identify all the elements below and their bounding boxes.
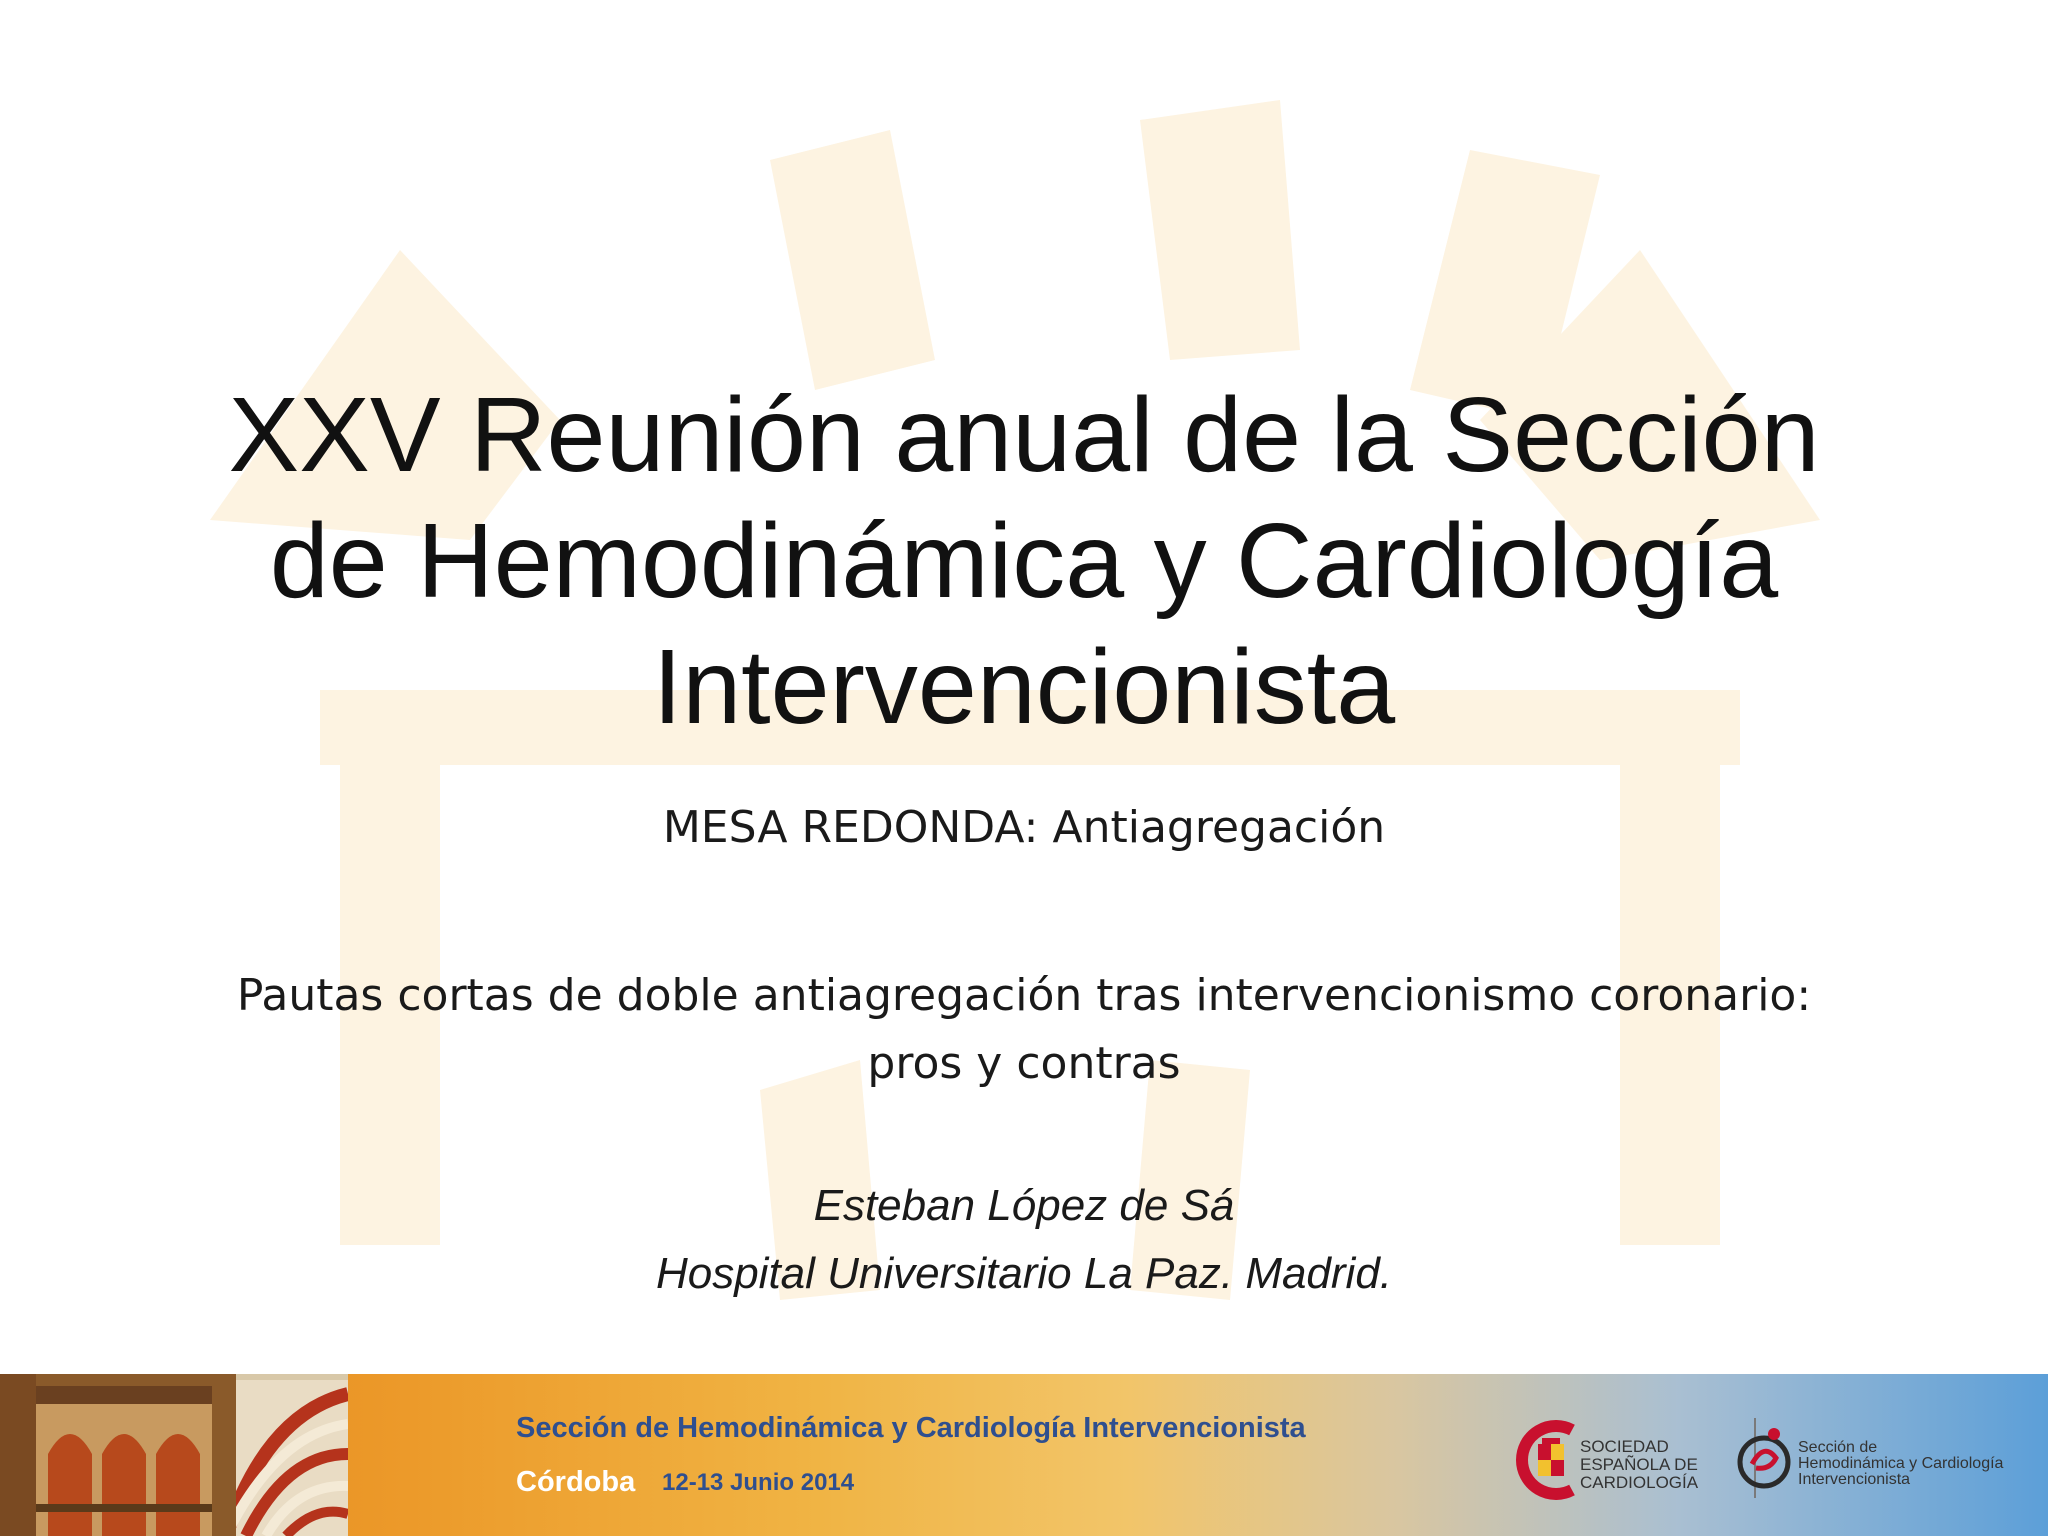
- footer-banner: [0, 1374, 2048, 1536]
- footer-dates: 12-13 Junio 2014: [662, 1469, 855, 1496]
- talk-title: [0, 962, 2048, 1098]
- round-table-label: MESA REDONDA: Antiagregación: [662, 802, 1386, 853]
- author-name: Esteban López de Sá: [813, 1181, 1235, 1230]
- sec-logo-line-1: SOCIEDAD: [1580, 1437, 1669, 1456]
- slide-title: [100, 372, 1948, 750]
- title-line-2: de Hemodinámica y Cardiología: [269, 502, 1779, 620]
- author-affiliation: Hospital Universitario La Paz. Madrid.: [655, 1249, 1393, 1298]
- sec-logo-line-3: CARDIOLOGÍA: [1580, 1473, 1699, 1492]
- author-block: [0, 1172, 2048, 1308]
- sec-logo-text: [1580, 1438, 1698, 1492]
- talk-title-line-1: Pautas cortas de doble antiagregación tras intervencionismo coronario:: [236, 970, 1812, 1021]
- footer-city: Córdoba: [516, 1466, 636, 1498]
- title-line-1: XXV Reunión anual de la Sección: [228, 376, 1820, 494]
- section-logo-icon: [1734, 1422, 1794, 1490]
- section-logo-line-2: Hemodinámica y Cardiología: [1798, 1455, 2004, 1472]
- footer-section-title: Sección de Hemodinámica y Cardiología Intervencionista: [516, 1412, 1306, 1444]
- section-logo-text: [1798, 1440, 2003, 1488]
- section-logo-line-3: Intervencionista: [1798, 1471, 1911, 1488]
- arcade-photo: [0, 1374, 236, 1536]
- mezquita-arches-photo: [236, 1374, 348, 1536]
- talk-title-line-2: pros y contras: [867, 1038, 1181, 1089]
- section-logo-line-1: Sección de: [1798, 1439, 1878, 1456]
- title-line-3: Intervencionista: [652, 628, 1396, 746]
- sec-logo-line-2: ESPAÑOLA DE: [1580, 1455, 1698, 1474]
